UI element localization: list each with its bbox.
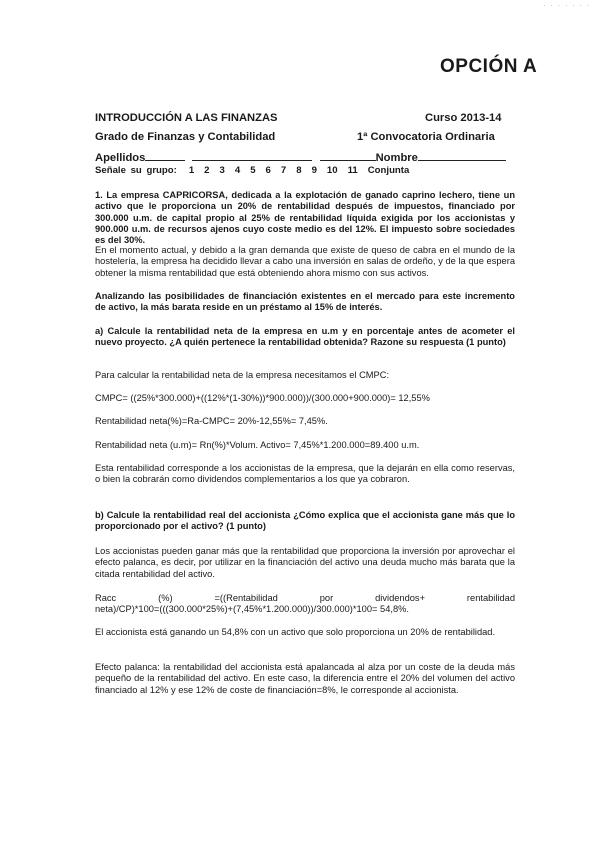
name-label: Nombre [375, 152, 418, 164]
answer-a-net-um: Rentabilidad neta (u.m)= Rn(%)*Volum. Activo= 7,45%*1.200.000=89.400 u.m. [95, 440, 420, 450]
answer-a-cmpc: CMPC= ((25%*300.000)+((12%*(1-30%))*900.000))/(300.000+900.000)= 12,55% [95, 393, 430, 403]
group-option[interactable]: 11 [347, 165, 358, 176]
group-label: Señale su grupo: [95, 165, 177, 176]
degree-name: Grado de Finanzas y Contabilidad [95, 131, 276, 143]
course-name: INTRODUCCIÓN A LAS FINANZAS [95, 112, 278, 124]
course-year: Curso 2013-14 [425, 112, 502, 124]
question-a: a) Calcule la rentabilidad neta de la empresa en u.m y en porcentaje antes de acometer el nuevo proyecto. ¿A quién pertenece la rentabilidad obtenida? Razone su respuesta (1 punto) [95, 326, 515, 348]
group-option[interactable]: 9 [311, 165, 317, 176]
group-option[interactable]: 2 [204, 165, 210, 176]
problem-financing: Analizando las posibilidades de financiación existentes en el mercado para este incremento de activo, la más barata reside en un préstamo al 15% de interés. [95, 291, 515, 313]
group-option[interactable]: 6 [265, 165, 271, 176]
answer-b-formula-line1: Racc (%) =((Rentabilidad por dividendos+ rentabilidad [95, 593, 515, 603]
surname-field[interactable] [145, 149, 185, 161]
surname-field-3[interactable] [320, 149, 376, 161]
surname-label: Apellidos [95, 152, 146, 164]
group-option[interactable]: 4 [234, 165, 241, 176]
problem-statement: 1. La empresa CAPRICORSA, dedicada a la explotación de ganado caprino lechero, tiene un activo que le proporciona un 20% de rentabilidad después de impuestos, financiado por 300.000 u.m. de capital propio al 25% de rentabilidad líquida exigida por los accionistas y 900.000 u.m. de recursos ajenos cuyo coste medio es del 12%. El impuesto sobre sociedades es del 30%. [95, 190, 515, 246]
group-option[interactable]: 8 [296, 165, 302, 176]
group-option[interactable]: 3 [219, 165, 225, 176]
answer-b-leverage: Los accionistas pueden ganar más que la rentabilidad que proporciona la inversión por aprovechar el efecto palanca, es decir, por utilizar en la financiación del activo una deuda mucho más barata que la citada rentabilidad del activo. [95, 546, 515, 579]
group-selector [95, 165, 419, 176]
corner-mark: . . . . . . . [543, 2, 591, 8]
name-field[interactable] [418, 149, 506, 161]
group-option[interactable]: 1 [188, 165, 195, 176]
question-b: b) Calcule la rentabilidad real del accionista ¿Cómo explica que el accionista gane más que lo proporcionado por el activo? (1 punto) [95, 510, 515, 532]
answer-b-formula-line2: neta)/CP)*100=(((300.000*25%)+(7,45%*1.200.000))/300.000)*100= 54,8%. [95, 604, 409, 614]
group-option[interactable]: 7 [280, 165, 287, 176]
group-option[interactable]: Conjunta [367, 165, 410, 176]
answer-a-explanation: Esta rentabilidad corresponde a los accionistas de la empresa, que la dejarán en ella como reservas, o bien la cobrarán como dividendos complementarios a los que ya cobraron. [95, 463, 515, 485]
group-option[interactable]: 10 [326, 165, 338, 176]
group-option[interactable]: 5 [250, 165, 256, 176]
answer-b-explanation: Efecto palanca: la rentabilidad del accionista está apalancada al alza por un coste de la deuda más pequeño de la rentabilidad del activo. En este caso, la diferencia entre el 20% del volumen del activo financiado al 12% y ese 12% de coste de financiación=8%, le corresponde al accionista. [95, 662, 515, 695]
answer-b-result: El accionista está ganando un 54,8% con un activo que solo proporciona un 20% de rentabilidad. [95, 627, 496, 637]
surname-field-2[interactable] [192, 149, 312, 161]
problem-context: En el momento actual, y debido a la gran demanda que existe de queso de cabra en el mundo de la hostelería, la empresa ha decidido llevar a cabo una inversión en salas de ordeño, y de la que espera obtener la misma rentabilidad que está obteniendo ahora mismo con sus activos. [95, 245, 515, 278]
answer-a-intro: Para calcular la rentabilidad neta de la empresa necesitamos el CMPC: [95, 370, 390, 380]
option-title: OPCIÓN A [440, 56, 538, 77]
exam-call: 1ª Convocatoria Ordinaria [357, 131, 495, 143]
surname-row [95, 149, 506, 164]
answer-a-net-percent: Rentabilidad neta(%)=Ra-CMPC= 20%-12,55%= 7,45%. [95, 416, 328, 426]
